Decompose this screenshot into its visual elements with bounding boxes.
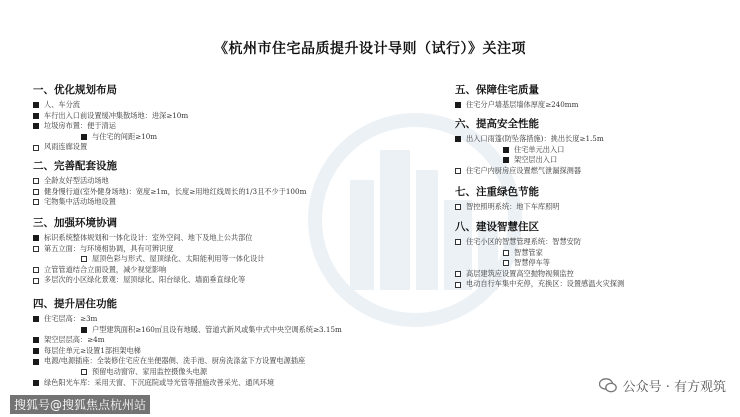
checked-box-icon bbox=[503, 147, 509, 153]
checked-box-icon bbox=[81, 134, 87, 140]
checklist-item bbox=[455, 166, 604, 177]
checklist-item bbox=[33, 100, 188, 111]
section-4 bbox=[33, 296, 342, 388]
unchecked-box-icon bbox=[455, 239, 461, 245]
checklist-item-text: 电源/电源插座：全装修住宅应在坐便器侧、洗手池、厨房洗涤盆下方设置电源插座 bbox=[44, 356, 306, 366]
checklist-item-text: 高层建筑应设置高空抛物视频监控 bbox=[466, 268, 574, 278]
section-2 bbox=[33, 158, 306, 208]
checklist-item-text: 住宅单元出入口 bbox=[514, 144, 565, 154]
checklist-item bbox=[33, 356, 342, 367]
checked-box-icon bbox=[33, 113, 39, 119]
checklist-item-text: 标识系统整体规划和一体化设计：室外空间、地下及地上公共部位 bbox=[44, 233, 253, 242]
checklist-item-text: 人、车分流 bbox=[44, 100, 80, 109]
section-title: 六、提高安全性能 bbox=[455, 118, 539, 130]
checked-box-icon bbox=[33, 380, 39, 386]
checklist-item bbox=[33, 132, 188, 143]
checklist-item-text: 电动自行车集中充停，充换区：设置感温火灾探测 bbox=[466, 279, 625, 289]
checklist-item bbox=[455, 279, 624, 290]
checklist-item-text: 架空层层高：≥4m bbox=[44, 335, 105, 345]
section-title: 五、保障住宅质量 bbox=[455, 84, 539, 96]
checklist-item bbox=[455, 269, 624, 280]
section-3 bbox=[33, 215, 265, 286]
checklist-item-text: 智慧停车等 bbox=[514, 258, 550, 268]
unchecked-box-icon bbox=[33, 189, 39, 195]
checklist-item bbox=[33, 378, 342, 389]
footer-account bbox=[599, 376, 726, 395]
checked-box-icon bbox=[455, 102, 461, 108]
footer-source: 搜狐号@搜狐焦点杭州站 bbox=[10, 395, 150, 414]
checklist-item-text: 健身慢行道(室外健身场地)：宽度≥1m，长度≥用地红线周长的1/3且不少于100m bbox=[44, 186, 307, 196]
checklist-item bbox=[33, 244, 265, 255]
checklist-item-text: 立管管道结合立面设置，减少视觉影响 bbox=[44, 264, 167, 274]
checklist-item-text: 风雨连廊设置 bbox=[44, 142, 88, 152]
unchecked-box-icon bbox=[81, 256, 87, 262]
section-title: 二、完善配套设施 bbox=[33, 160, 117, 172]
checklist-item-text: 住宅小区的智慧管理系统：智慧安防 bbox=[466, 237, 582, 246]
checklist-item-text: 智控照明系统：地下车库照明 bbox=[466, 202, 560, 211]
unchecked-box-icon bbox=[455, 282, 461, 288]
checked-box-icon bbox=[33, 337, 39, 343]
wechat-icon bbox=[599, 378, 617, 393]
unchecked-box-icon bbox=[33, 178, 39, 184]
checked-box-icon bbox=[33, 235, 39, 241]
unchecked-box-icon bbox=[455, 168, 461, 174]
checklist-item-text: 与住宅的间距≥10m bbox=[92, 131, 158, 141]
document-title: 《杭州市住宅品质提升设计导则（试行）》关注项 bbox=[214, 41, 526, 57]
section-title: 一、优化规划布局 bbox=[33, 84, 117, 96]
checklist-item bbox=[33, 197, 306, 208]
section-8 bbox=[455, 219, 624, 290]
unchecked-box-icon bbox=[455, 271, 461, 277]
unchecked-box-icon bbox=[33, 246, 39, 252]
checked-box-icon bbox=[33, 316, 39, 322]
checklist-item bbox=[455, 258, 624, 269]
checklist-item bbox=[455, 248, 624, 259]
section-title: 八、建设智慧住区 bbox=[455, 221, 539, 233]
checklist-item-text: 住宅层高：≥3m bbox=[44, 314, 98, 323]
section-6 bbox=[455, 116, 604, 176]
checklist-item bbox=[33, 335, 342, 346]
unchecked-box-icon bbox=[455, 204, 461, 210]
checklist-item bbox=[455, 145, 604, 156]
checklist-item bbox=[455, 100, 578, 111]
checked-box-icon bbox=[81, 327, 87, 333]
checklist-item bbox=[33, 187, 306, 198]
checked-box-icon bbox=[455, 136, 461, 142]
checklist-item bbox=[33, 254, 265, 265]
unchecked-box-icon bbox=[33, 267, 39, 273]
checklist-item-text: 车行出入口前设置缓冲集散场地：进深≥10m bbox=[44, 110, 189, 120]
checked-box-icon bbox=[33, 359, 39, 365]
checklist-item-text: 住宅户内厨房应设置燃气泄漏探测器 bbox=[466, 165, 582, 175]
checked-box-icon bbox=[33, 348, 39, 354]
checklist-item-text: 架空层出入口 bbox=[514, 155, 558, 165]
section-title: 四、提升居住功能 bbox=[33, 298, 117, 310]
checked-box-icon bbox=[33, 102, 39, 108]
checklist-item-text: 屋顶色彩与形式、屋顶绿化、太阳能利用等一体化设计 bbox=[92, 254, 265, 264]
checklist-item-text: 宅物集中活动场地设置 bbox=[44, 197, 116, 207]
checklist-item-text: 住宅分户墙基层墙体厚度≥240mm bbox=[466, 100, 579, 109]
checklist-item bbox=[33, 346, 342, 357]
checklist-item bbox=[33, 176, 306, 187]
section-7 bbox=[455, 184, 559, 213]
checklist-item bbox=[33, 111, 188, 122]
checklist-item bbox=[33, 325, 342, 336]
section-1 bbox=[33, 82, 188, 153]
checklist-item-text: 出入口雨篷(防坠落措施)：挑出长度≥1.5m bbox=[466, 134, 604, 143]
unchecked-box-icon bbox=[33, 278, 39, 284]
unchecked-box-icon bbox=[33, 199, 39, 205]
checklist-item bbox=[455, 237, 624, 248]
checklist-item bbox=[455, 155, 604, 166]
checked-box-icon bbox=[503, 157, 509, 163]
checklist-item-text: 第五立面：与环境相协调，具有可辨识度 bbox=[44, 243, 174, 253]
checklist-item bbox=[33, 233, 265, 244]
unchecked-box-icon bbox=[503, 250, 509, 256]
checklist-item-text: 智慧管家 bbox=[514, 247, 543, 257]
section-title: 七、注重绿色节能 bbox=[455, 186, 539, 198]
checklist-item-text: 预留电动窗帘、家用监控摄像头电源 bbox=[92, 366, 208, 376]
checklist-item bbox=[33, 142, 188, 153]
checklist-item bbox=[455, 134, 604, 145]
checklist-item-text: 全龄友好型活动场地 bbox=[44, 176, 109, 185]
checklist-item bbox=[455, 202, 559, 213]
checklist-item-text: 垃圾房布置：便于清运 bbox=[44, 121, 116, 131]
checklist-item bbox=[33, 121, 188, 132]
checklist-item bbox=[33, 367, 342, 378]
checklist-item-text: 多层次的小区绿化景观：屋顶绿化、阳台绿化、墙面垂直绿化等 bbox=[44, 275, 246, 285]
checklist-item bbox=[33, 275, 265, 286]
unchecked-box-icon bbox=[503, 260, 509, 266]
checklist-item-text: 户型建筑面积≥160㎡且设有地暖、管道式新风或集中式中央空调系统≥3.15m bbox=[92, 324, 342, 334]
footer-account-label: 公众号 · 有方观筑 bbox=[622, 380, 726, 395]
checked-box-icon bbox=[33, 123, 39, 129]
checklist-item bbox=[33, 314, 342, 325]
checklist-item bbox=[33, 265, 265, 276]
unchecked-box-icon bbox=[33, 145, 39, 151]
checklist-item-text: 绿色阳光车库：采用天窗、下沉庭院或导光管等措施改善采光、通风环境 bbox=[44, 377, 275, 387]
section-5 bbox=[455, 82, 578, 111]
section-title: 三、加强环境协调 bbox=[33, 217, 117, 229]
unchecked-box-icon bbox=[81, 369, 87, 375]
checklist-item-text: 每层住单元≥设置1部担架电梯 bbox=[44, 345, 141, 355]
